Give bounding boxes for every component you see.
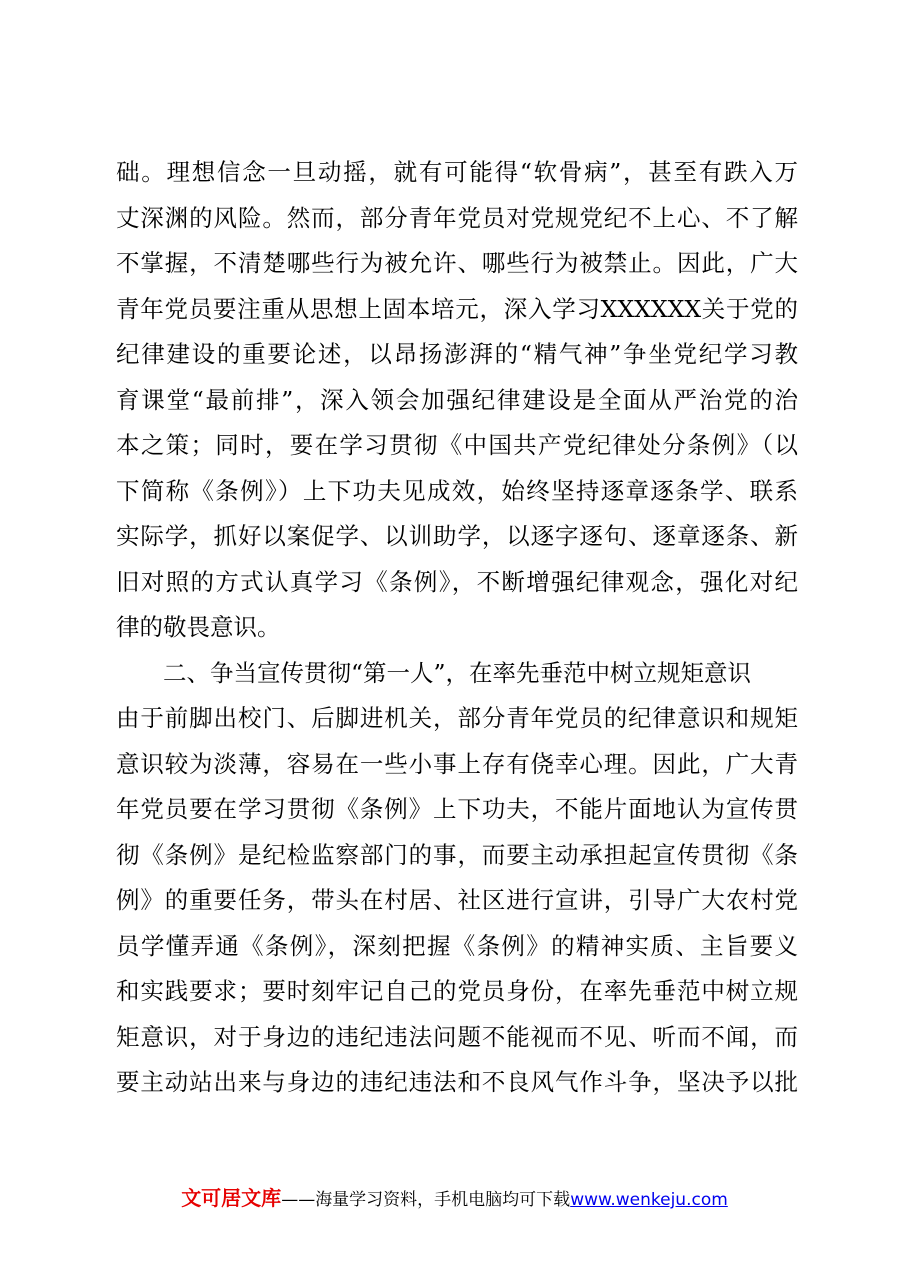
text-line: 实际学，抓好以案促学、以训助学，以逐字逐句、逐章逐条、新 — [116, 522, 798, 550]
text-line: 育课堂“最前排”，深入领会加强纪律建设是全面从严治党的治 — [116, 385, 798, 414]
text-line: 例》的重要任务，带头在村居、社区进行宣讲，引导广大农村党 — [116, 886, 798, 914]
text-line: 二、争当宣传贯彻“第一人”，在率先垂范中树立规矩意识 — [163, 658, 752, 687]
text-line: 彻《条例》是纪检监察部门的事，而要主动承担起宣传贯彻《条 — [116, 840, 798, 869]
paragraph — [116, 150, 798, 651]
text-line: 青年党员要注重从思想上固本培元，深入学习XXXXXX关于党的 — [116, 294, 798, 323]
document-body — [116, 150, 798, 1106]
text-line: 纪律建设的重要论述，以昂扬澎湃的“精气神”争坐党纪学习教 — [116, 340, 798, 368]
footer-banner — [0, 1182, 909, 1211]
text-line: 本之策；同时，要在学习贯彻《中国共产党纪律处分条例》（以 — [116, 431, 798, 459]
text-line: 丈深渊的风险。然而，部分青年党员对党规党纪不上心、不了解 — [116, 203, 798, 232]
text-line: 旧对照的方式认真学习《条例》，不断增强纪律观念，强化对纪 — [116, 567, 798, 596]
text-line: 下简称《条例》）上下功夫见成效，始终坚持逐章逐条学、联系 — [116, 476, 798, 505]
paragraph — [116, 651, 798, 697]
text-line: 意识较为淡薄，容易在一些小事上存有侥幸心理。因此，广大青 — [116, 749, 798, 778]
text-line: 年党员要在学习贯彻《条例》上下功夫，不能片面地认为宣传贯 — [116, 795, 798, 823]
text-line: 要主动站出来与身边的违纪违法和不良风气作斗争，坚决予以批 — [116, 1068, 798, 1096]
text-line: 础。理想信念一旦动摇，就有可能得“软骨病”，甚至有跌入万 — [116, 158, 798, 186]
text-line: 和实践要求；要时刻牢记自己的党员身份，在率先垂范中树立规 — [116, 977, 798, 1005]
text-line: 员学懂弄通《条例》，深刻把握《条例》的精神实质、主旨要义 — [116, 931, 798, 960]
paragraph — [116, 696, 798, 1106]
footer-brand: 文可居文库 — [181, 1186, 282, 1210]
text-line: 矩意识，对于身边的违纪违法问题不能视而不见、听而不闻，而 — [116, 1022, 798, 1051]
text-line: 律的敬畏意识。 — [116, 613, 281, 641]
footer-slogan: ——海量学习资料，手机电脑均可下载 — [281, 1190, 571, 1210]
text-line: 由于前脚出校门、后脚进机关，部分青年党员的纪律意识和规矩 — [116, 704, 798, 732]
footer-link[interactable]: www.wenkeju.com — [570, 1190, 728, 1210]
text-line: 不掌握，不清楚哪些行为被允许、哪些行为被禁止。因此，广大 — [116, 249, 798, 277]
